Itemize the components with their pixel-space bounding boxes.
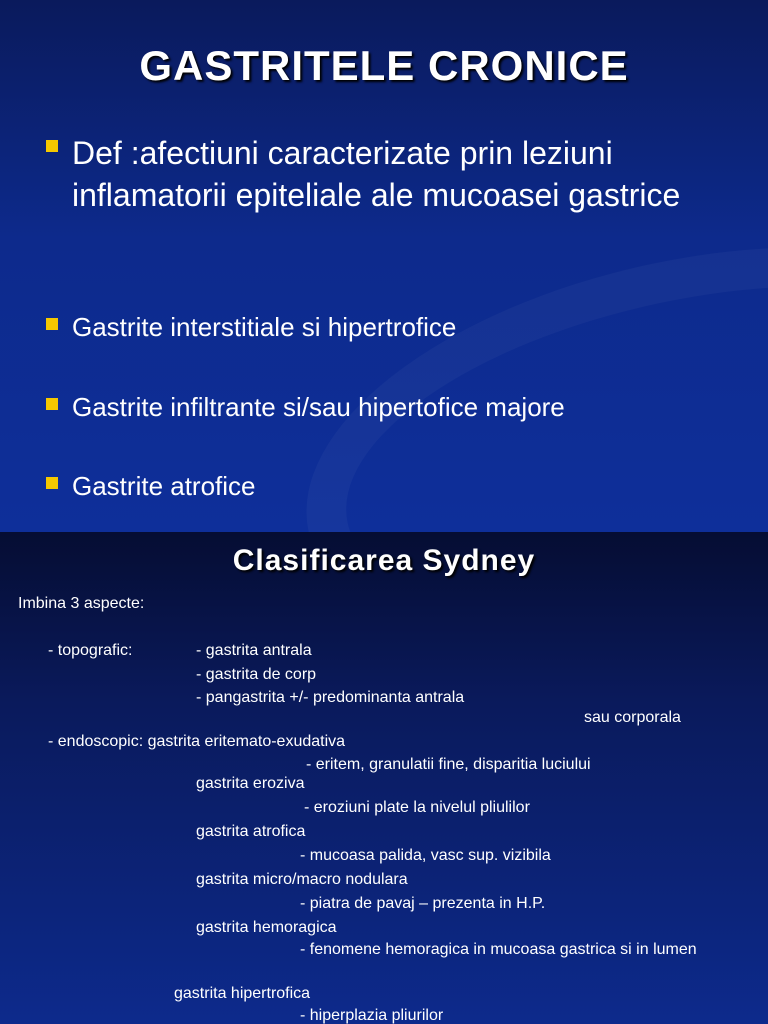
bullet-text: Def :afectiuni caracterizate prin leziuni inflamatorii epiteliale ale mucoasei gastrice [72,135,681,213]
list-item: gastrita hipertrofica [174,985,311,1002]
list-item: - mucoasa palida, vasc sup. vizibila [300,847,551,864]
list-item: - eritem, granulatii fine, disparitia luciului [306,756,591,773]
list-item: - eroziuni plate la nivelul pliulilor [304,799,530,816]
bullet-text: Gastrite atrofice [72,471,256,501]
list-item: sau corporala [584,709,681,726]
square-bullet-icon [46,318,58,330]
square-bullet-icon [46,140,58,152]
square-bullet-icon [46,398,58,410]
category-label: - topografic: [48,642,133,659]
bullet-item [46,310,746,344]
category-label: - endoscopic: gastrita eritemato-exudativa [48,733,346,750]
list-item: gastrita hemoragica [196,919,337,936]
square-bullet-icon [46,477,58,489]
bullet-text: Gastrite infiltrante si/sau hipertofice majore [72,392,565,422]
list-item: - gastrita antrala [196,642,312,659]
list-item: - pangastrita +/- predominanta antrala [196,689,465,706]
list-item: - fenomene hemoragica in mucoasa gastrica si in lumen [300,941,697,958]
list-item: - gastrita de corp [196,666,317,683]
list-item: - hiperplazia pliurilor [300,1007,444,1024]
list-item: gastrita eroziva [196,775,305,792]
slide-title: GASTRITELE CRONICE [139,42,629,89]
bullet-text: Gastrite interstitiale si hipertrofice [72,312,457,342]
bullet-item [46,469,746,503]
bullet-item [46,132,746,216]
bullet-item [46,390,746,424]
intro-text: Imbina 3 aspecte: [18,595,145,612]
slide-title: Clasificarea Sydney [232,544,536,577]
list-item: gastrita atrofica [196,823,306,840]
list-item: gastrita micro/macro nodulara [196,871,408,888]
slide-clasificarea-sydney [0,532,768,1024]
list-item: - piatra de pavaj – prezenta in H.P. [300,895,546,912]
